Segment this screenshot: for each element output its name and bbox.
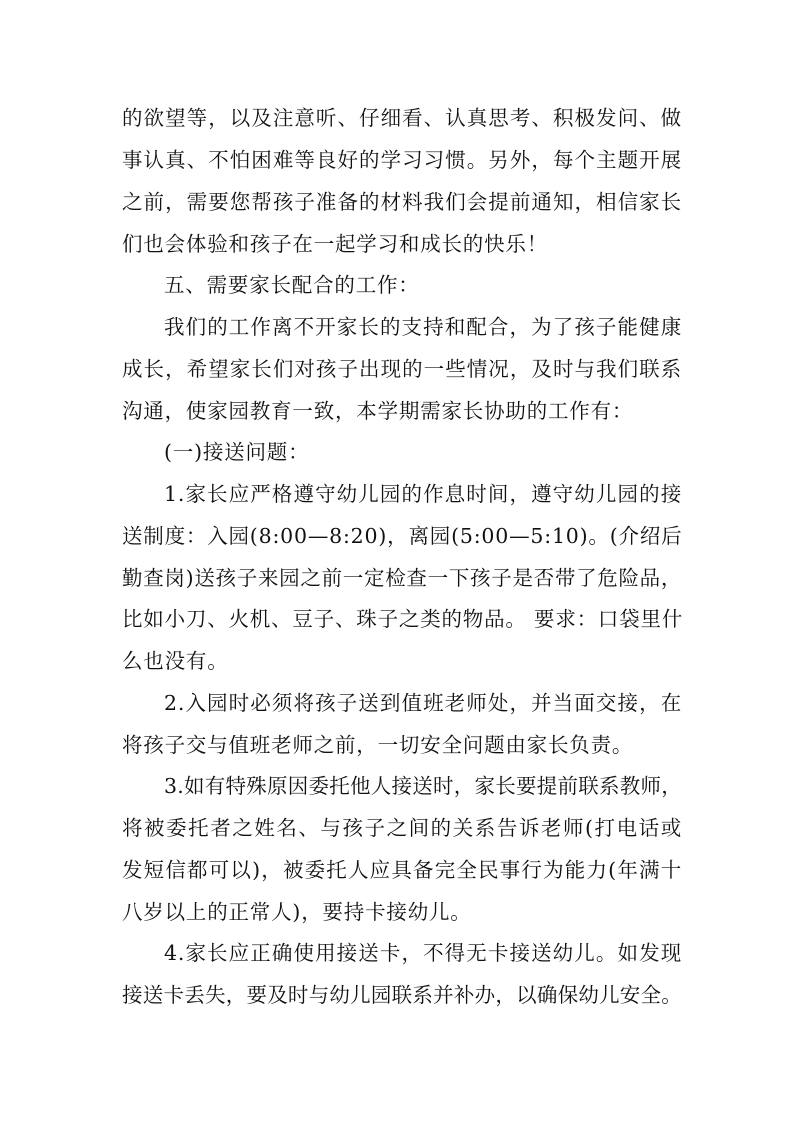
- text-line: 3.如有特殊原因委托他人接送时，家长要提前联系教师，: [164, 774, 682, 798]
- subheading: (一)接送问题：: [164, 440, 310, 464]
- text-line: 成长，希望家长们对孩子出现的一些情况，及时与我们联系: [122, 357, 682, 381]
- text-line: 沟通，使家园教育一致，本学期需家长协助的工作有：: [122, 399, 634, 423]
- text-line: 的欲望等，以及注意听、仔细看、认真思考、积极发问、做: [122, 106, 682, 130]
- text-line: 将孩子交与值班老师之前，一切安全问题由家长负责。: [122, 733, 634, 757]
- text-line: 2.入园时必须将孩子送到值班老师处，并当面交接，在: [164, 691, 682, 715]
- section-heading: 五、需要家长配合的工作：: [164, 273, 420, 297]
- text-line: 发短信都可以)，被委托人应具备完全民事行为能力(年满十: [122, 858, 682, 882]
- text-line: 比如小刀、火机、豆子、珠子之类的物品。 要求：口袋里什: [122, 607, 684, 631]
- text-line: 送制度：入园(8:00—8:20)，离园(5:00—5:10)。(介绍后: [122, 524, 683, 548]
- text-line: 将被委托者之姓名、与孩子之间的关系告诉老师(打电话或: [122, 816, 682, 840]
- text-line: 勤查岗)送孩子来园之前一定检查一下孩子是否带了危险品，: [122, 566, 682, 590]
- text-line: 事认真、不怕困难等良好的学习习惯。另外，每个主题开展: [122, 148, 682, 172]
- text-line: 们也会体验和孩子在一起学习和成长的快乐！: [122, 232, 548, 256]
- text-line: 八岁以上的正常人)，要持卡接幼儿。: [122, 900, 472, 924]
- text-line: 1.家长应严格遵守幼儿园的作息时间，遵守幼儿园的接: [164, 482, 682, 506]
- text-line: 之前，需要您帮孩子准备的材料我们会提前通知，相信家长: [122, 190, 682, 214]
- text-line: 接送卡丢失，要及时与幼儿园联系并补办，以确保幼儿安全。: [122, 983, 682, 1007]
- text-line: 4.家长应正确使用接送卡，不得无卡接送幼儿。如发现: [164, 941, 682, 965]
- text-line: 么也没有。: [122, 649, 229, 673]
- text-line: 我们的工作离不开家长的支持和配合，为了孩子能健康: [164, 315, 682, 339]
